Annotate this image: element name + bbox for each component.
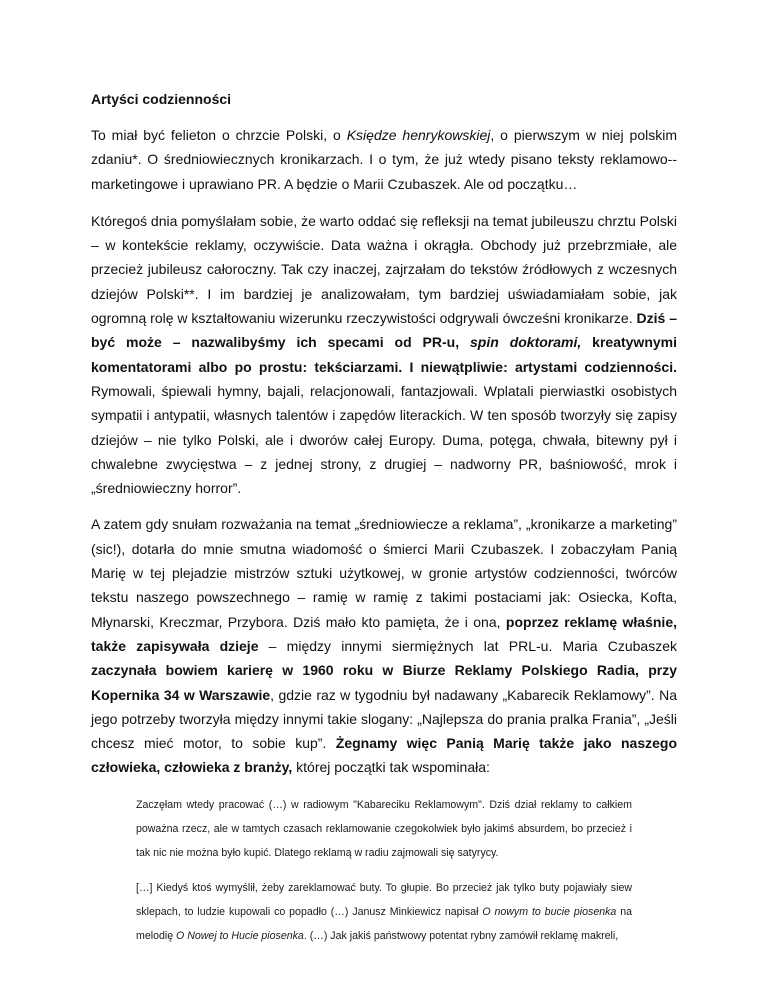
paragraph-chroniclers-text-a: Któregoś dnia pomyślałam sobie, że warto oddać się refleksji na temat jubileuszu chrztu Polski – w kontekście reklamy, oczywiście. Data ważna i okrągła. Obchody już przebrzmiałe, ale przecież jubileusz całoroczny. Tak czy inaczej, zajrzałam do tekstów źródłowych z wczesnych dziejów Polski**. I im bardziej je analizowałam, tym bardziej uświadamiałam sobie, jak ogromną rolę w kształtowaniu wizerunku rzeczywistości odgrywali ówcześni kronikarze.	[91, 212, 677, 327]
paragraph-czubaszek-text-a: A zatem gdy snułam rozważania na temat „średniowiecze a reklama”, „kronikarze a marketing” (sic!), dotarła do mnie smutna wiadomość o śmierci Marii Czubaszek. I zobaczyłam Panią Marię w tej plejadzie mistrzów sztuki użytkowej, w gronie artystów codzienności, twórców tekstu naszego powszechnego – ramię w ramię z takimi postaciami jak: Osiecka, Kofta, Młynarski, Kreczmar, Przybora. Dziś mało kto pamięta, że i ona,	[91, 516, 677, 630]
paragraph-czubaszek-bold-f: Żegnamy więc Panią Marię także jako naszego człowieka, człowieka z branży,	[91, 735, 678, 776]
book-title-ksiega-henrykowska: Księdze henrykowskiej	[346, 127, 491, 143]
paragraph-intro	[91, 123, 677, 196]
paragraph-chroniclers-bold-b: Dziś – być może – nazwalibyśmy ich specami od PR-u,	[91, 310, 677, 351]
block-quote	[136, 793, 632, 948]
quote-paragraph-2-text-a: […] Kiedyś ktoś wymyślił, żeby zareklamować buty. To głupie. Bo przecież jak tylko buty pojawiały siew sklepach, to ludzie kupowali co popadło (…) Janusz Minkiewicz napisał	[136, 881, 632, 918]
paragraph-czubaszek-bold-d: zaczynała bowiem karierę w 1960 roku w Biurze Reklamy Polskiego Radia, przy Kopernika 34 w Warszawie	[91, 662, 677, 703]
paragraph-intro-text-a: To miał być felieton o chrzcie Polski, o	[91, 127, 347, 143]
quote-paragraph-2	[136, 876, 632, 948]
spin-doctors-phrase: spin doktorami,	[470, 334, 582, 351]
paragraph-chroniclers	[91, 209, 677, 501]
paragraph-intro-text-c: , o pierwszym w niej polskim zdaniu*. O średniowiecznych kronikarzach. I o tym, że już wtedy pisano teksty reklamowo--marketingowe i uprawiano PR. A będzie o Marii Czubaszek. Ale od początku…	[91, 127, 677, 192]
song-title-nowy-but: O nowym to bucie piosenka	[482, 905, 617, 918]
paragraph-czubaszek-text-g: której początki tak wspominała:	[292, 759, 490, 776]
paragraph-czubaszek-bold-b: poprzez reklamę właśnie, także zapisywała dzieje	[91, 613, 677, 654]
quote-paragraph-1: Zaczęłam wtedy pracować (…) w radiowym "Kabareciku Reklamowym". Dziś dział reklamy to całkiem poważna rzecz, ale w tamtych czasach reklamowanie czegokolwiek było jakimś absurdem, bo przecież i tak nic nie można było kupić. Dlatego reklamą w radiu zajmowali się satyrycy.	[136, 798, 632, 859]
paragraph-czubaszek-text-e: , gdzie raz w tygodniu był nadawany „Kabarecik Reklamowy”. Na jego potrzeby tworzyła między innymi takie slogany: „Najlepsza do prania pralka Frania”, „Jeśli chcesz mieć motor, to sobie kup”.	[91, 686, 677, 752]
quote-paragraph-2-text-e: . (…) Jak jakiś państwowy potentat rybny zamówił reklamę makreli,	[303, 929, 619, 942]
paragraph-chroniclers-bold-d: kreatywnymi komentatorami albo po prostu: tekściarzami. I niewątpliwie: artystami codzienności.	[91, 334, 677, 375]
song-title-nowa-huta: O Nowej to Hucie piosenka	[176, 929, 304, 942]
paragraph-czubaszek	[91, 512, 677, 779]
paragraph-czubaszek-text-c: – między innymi siermiężnych lat PRL-u. Maria Czubaszek	[258, 637, 677, 654]
document-page	[91, 87, 677, 959]
article-title: Artyści codzienności	[91, 91, 232, 107]
quote-paragraph-2-text-c: na melodię	[136, 905, 632, 942]
paragraph-chroniclers-text-e: Rymowali, śpiewali hymny, bajali, relacjonowali, fantazjowali. Wplatali pierwiastki osobistych sympatii i antypatii, własnych talentów i zapędów literackich. W ten sposób tworzyły się zapisy dziejów – nie tylko Polski, ale i dworów całej Europy. Duma, potęga, chwała, bitewny pył i chwalebne zwycięstwa – z jednej strony, z drugiej – nadworny PR, baśniowość, mrok i „średniowieczny horror”.	[91, 382, 677, 497]
